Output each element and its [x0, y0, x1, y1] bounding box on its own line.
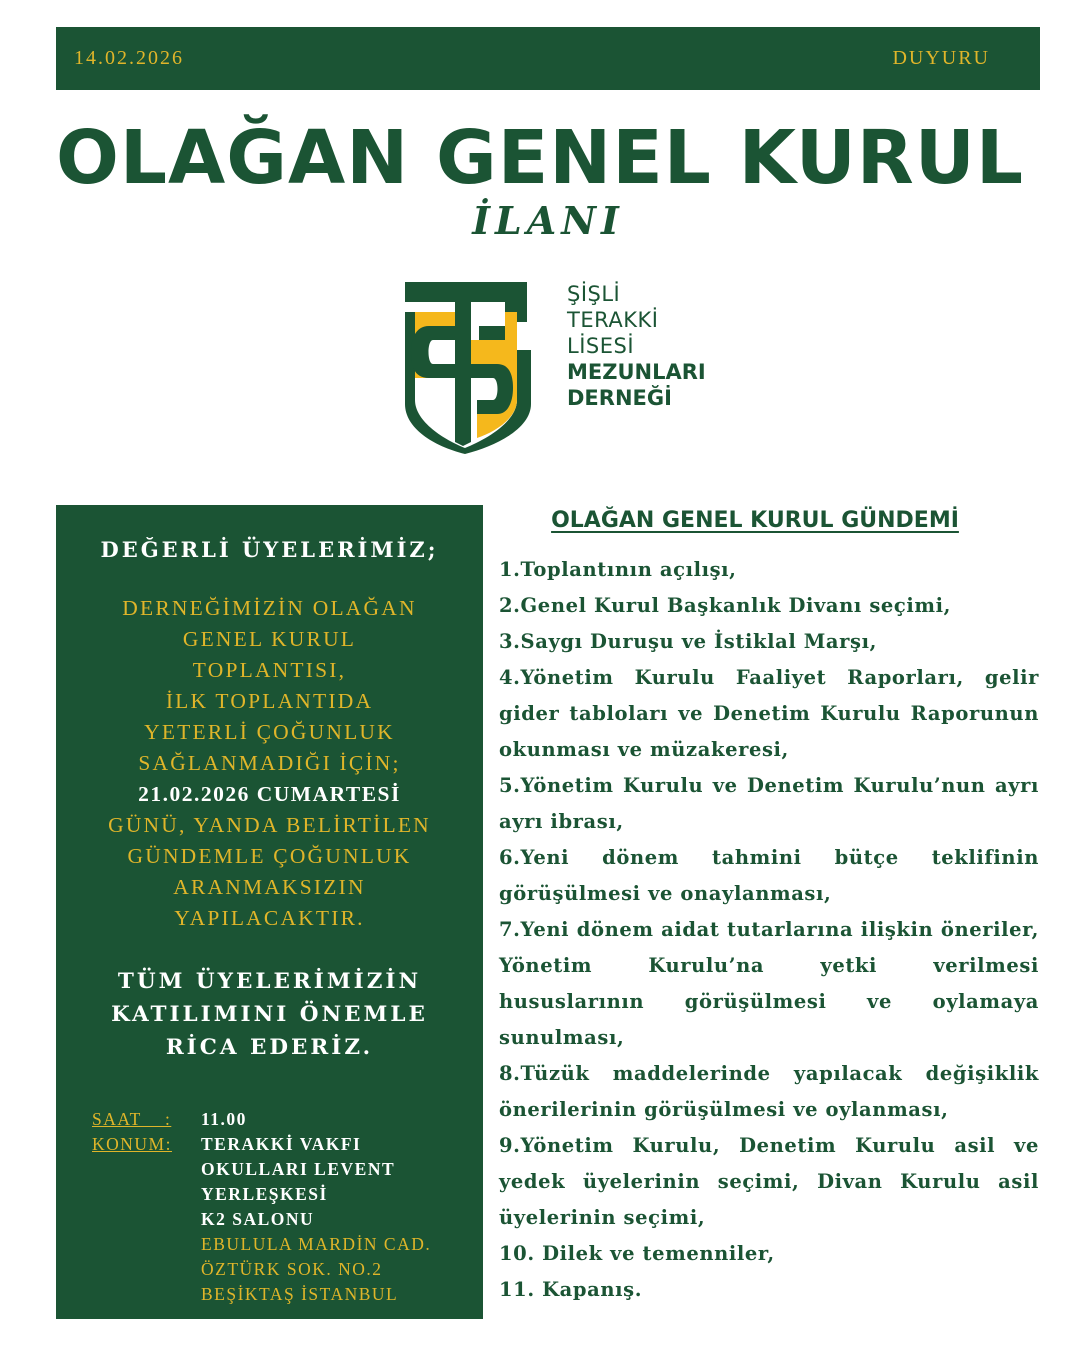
time-label: SAAT :: [92, 1109, 172, 1129]
closing-line: RİCA EDERİZ.: [165, 1035, 374, 1060]
logo-line-5: DERNEĞİ: [567, 386, 672, 410]
agenda-item: 10. Dilek ve temenniler,: [499, 1242, 775, 1265]
notice-line: SAĞLANMADIĞI İÇİN;: [138, 751, 401, 775]
agenda-item: 8.Tüzük maddelerinde yapılacak değişiklik önerilerinin görüşülmesi ve oylanması,: [499, 1062, 1039, 1121]
notice-line: GÜNDEMLE ÇOĞUNLUK: [127, 844, 412, 868]
notice-panel: [56, 505, 483, 1319]
notice-line: GÜNÜ, YANDA BELİRTİLEN: [108, 813, 431, 837]
notice-line: GENEL KURUL: [182, 627, 357, 651]
location-line: YERLEŞKESİ: [201, 1184, 328, 1204]
closing-line: KATILIMINI ÖNEMLE: [111, 1002, 428, 1027]
notice-body: [76, 593, 463, 934]
closing-line: TÜM ÜYELERİMİZİN: [117, 969, 422, 994]
agenda-item: 9.Yönetim Kurulu, Denetim Kurulu asil ve yedek üyelerinin seçimi, Divan Kurulu asil üyelerinin seçimi,: [499, 1134, 1039, 1229]
page-subtitle: İLANI: [472, 198, 624, 243]
notice-greeting: DEĞERLİ ÜYELERİMİZ;: [100, 537, 439, 562]
notice-line: ARANMAKSIZIN: [173, 875, 366, 899]
logo-wordmark: [567, 281, 706, 411]
logo-line-1: ŞİŞLİ: [567, 282, 621, 306]
announcement-tag: DUYURU: [892, 47, 990, 69]
agenda-item: 2.Genel Kurul Başkanlık Divanı seçimi,: [499, 594, 952, 617]
agenda-title: OLAĞAN GENEL KURUL GÜNDEMİ: [551, 508, 959, 533]
agenda-item: 11. Kapanış.: [499, 1278, 643, 1301]
address-line: BEŞİKTAŞ İSTANBUL: [201, 1284, 399, 1304]
notice-line: YAPILACAKTIR.: [174, 906, 365, 930]
location-label: KONUM:: [92, 1134, 172, 1154]
meeting-date: 21.02.2026 CUMARTESİ: [138, 782, 401, 806]
agenda-item: 1.Toplantının açılışı,: [499, 558, 737, 581]
logo-line-4: MEZUNLARI: [567, 360, 706, 384]
agenda-item: 7.Yeni dönem aidat tutarlarına ilişkin öneriler, Yönetim Kurulu’na yetki verilmesi hususlarının görüşülmesi ve oylamaya sunulması,: [499, 918, 1039, 1049]
location-line: K2 SALONU: [201, 1209, 315, 1229]
logo-line-2: TERAKKİ: [567, 308, 659, 332]
agenda-item: 4.Yönetim Kurulu Faaliyet Raporları, gelir gider tabloları ve Denetim Kurulu Raporunun okunması ve müzakeresi,: [499, 666, 1039, 761]
address-line: ÖZTÜRK SOK. NO.2: [201, 1259, 383, 1279]
notice-line: YETERLİ ÇOĞUNLUK: [144, 720, 395, 744]
address-line: EBULULA MARDİN CAD.: [201, 1234, 432, 1254]
agenda-item: 6.Yeni dönem tahmini bütçe teklifinin görüşülmesi ve onaylanması,: [499, 846, 1039, 905]
announcement-date: 14.02.2026: [74, 47, 184, 69]
agenda-list: [499, 552, 1039, 1308]
location-line: TERAKKİ VAKFI: [201, 1134, 362, 1154]
location-line: OKULLARI LEVENT: [201, 1159, 396, 1179]
time-value: 11.00: [201, 1109, 247, 1129]
agenda-item: 5.Yönetim Kurulu ve Denetim Kurulu’nun ayrı ayrı ibrası,: [499, 774, 1039, 833]
page-title: OLAĞAN GENEL KURUL: [55, 115, 1025, 201]
association-logo-icon: [405, 282, 535, 454]
logo-line-3: LİSESİ: [567, 334, 635, 358]
notice-line: İLK TOPLANTIDA: [165, 689, 374, 713]
notice-line: TOPLANTISI,: [192, 658, 347, 682]
notice-line: DERNEĞİMİZİN OLAĞAN: [122, 596, 417, 620]
header-bar: [56, 27, 1040, 90]
notice-closing: [56, 965, 483, 1064]
agenda-item: 3.Saygı Duruşu ve İstiklal Marşı,: [499, 630, 877, 653]
